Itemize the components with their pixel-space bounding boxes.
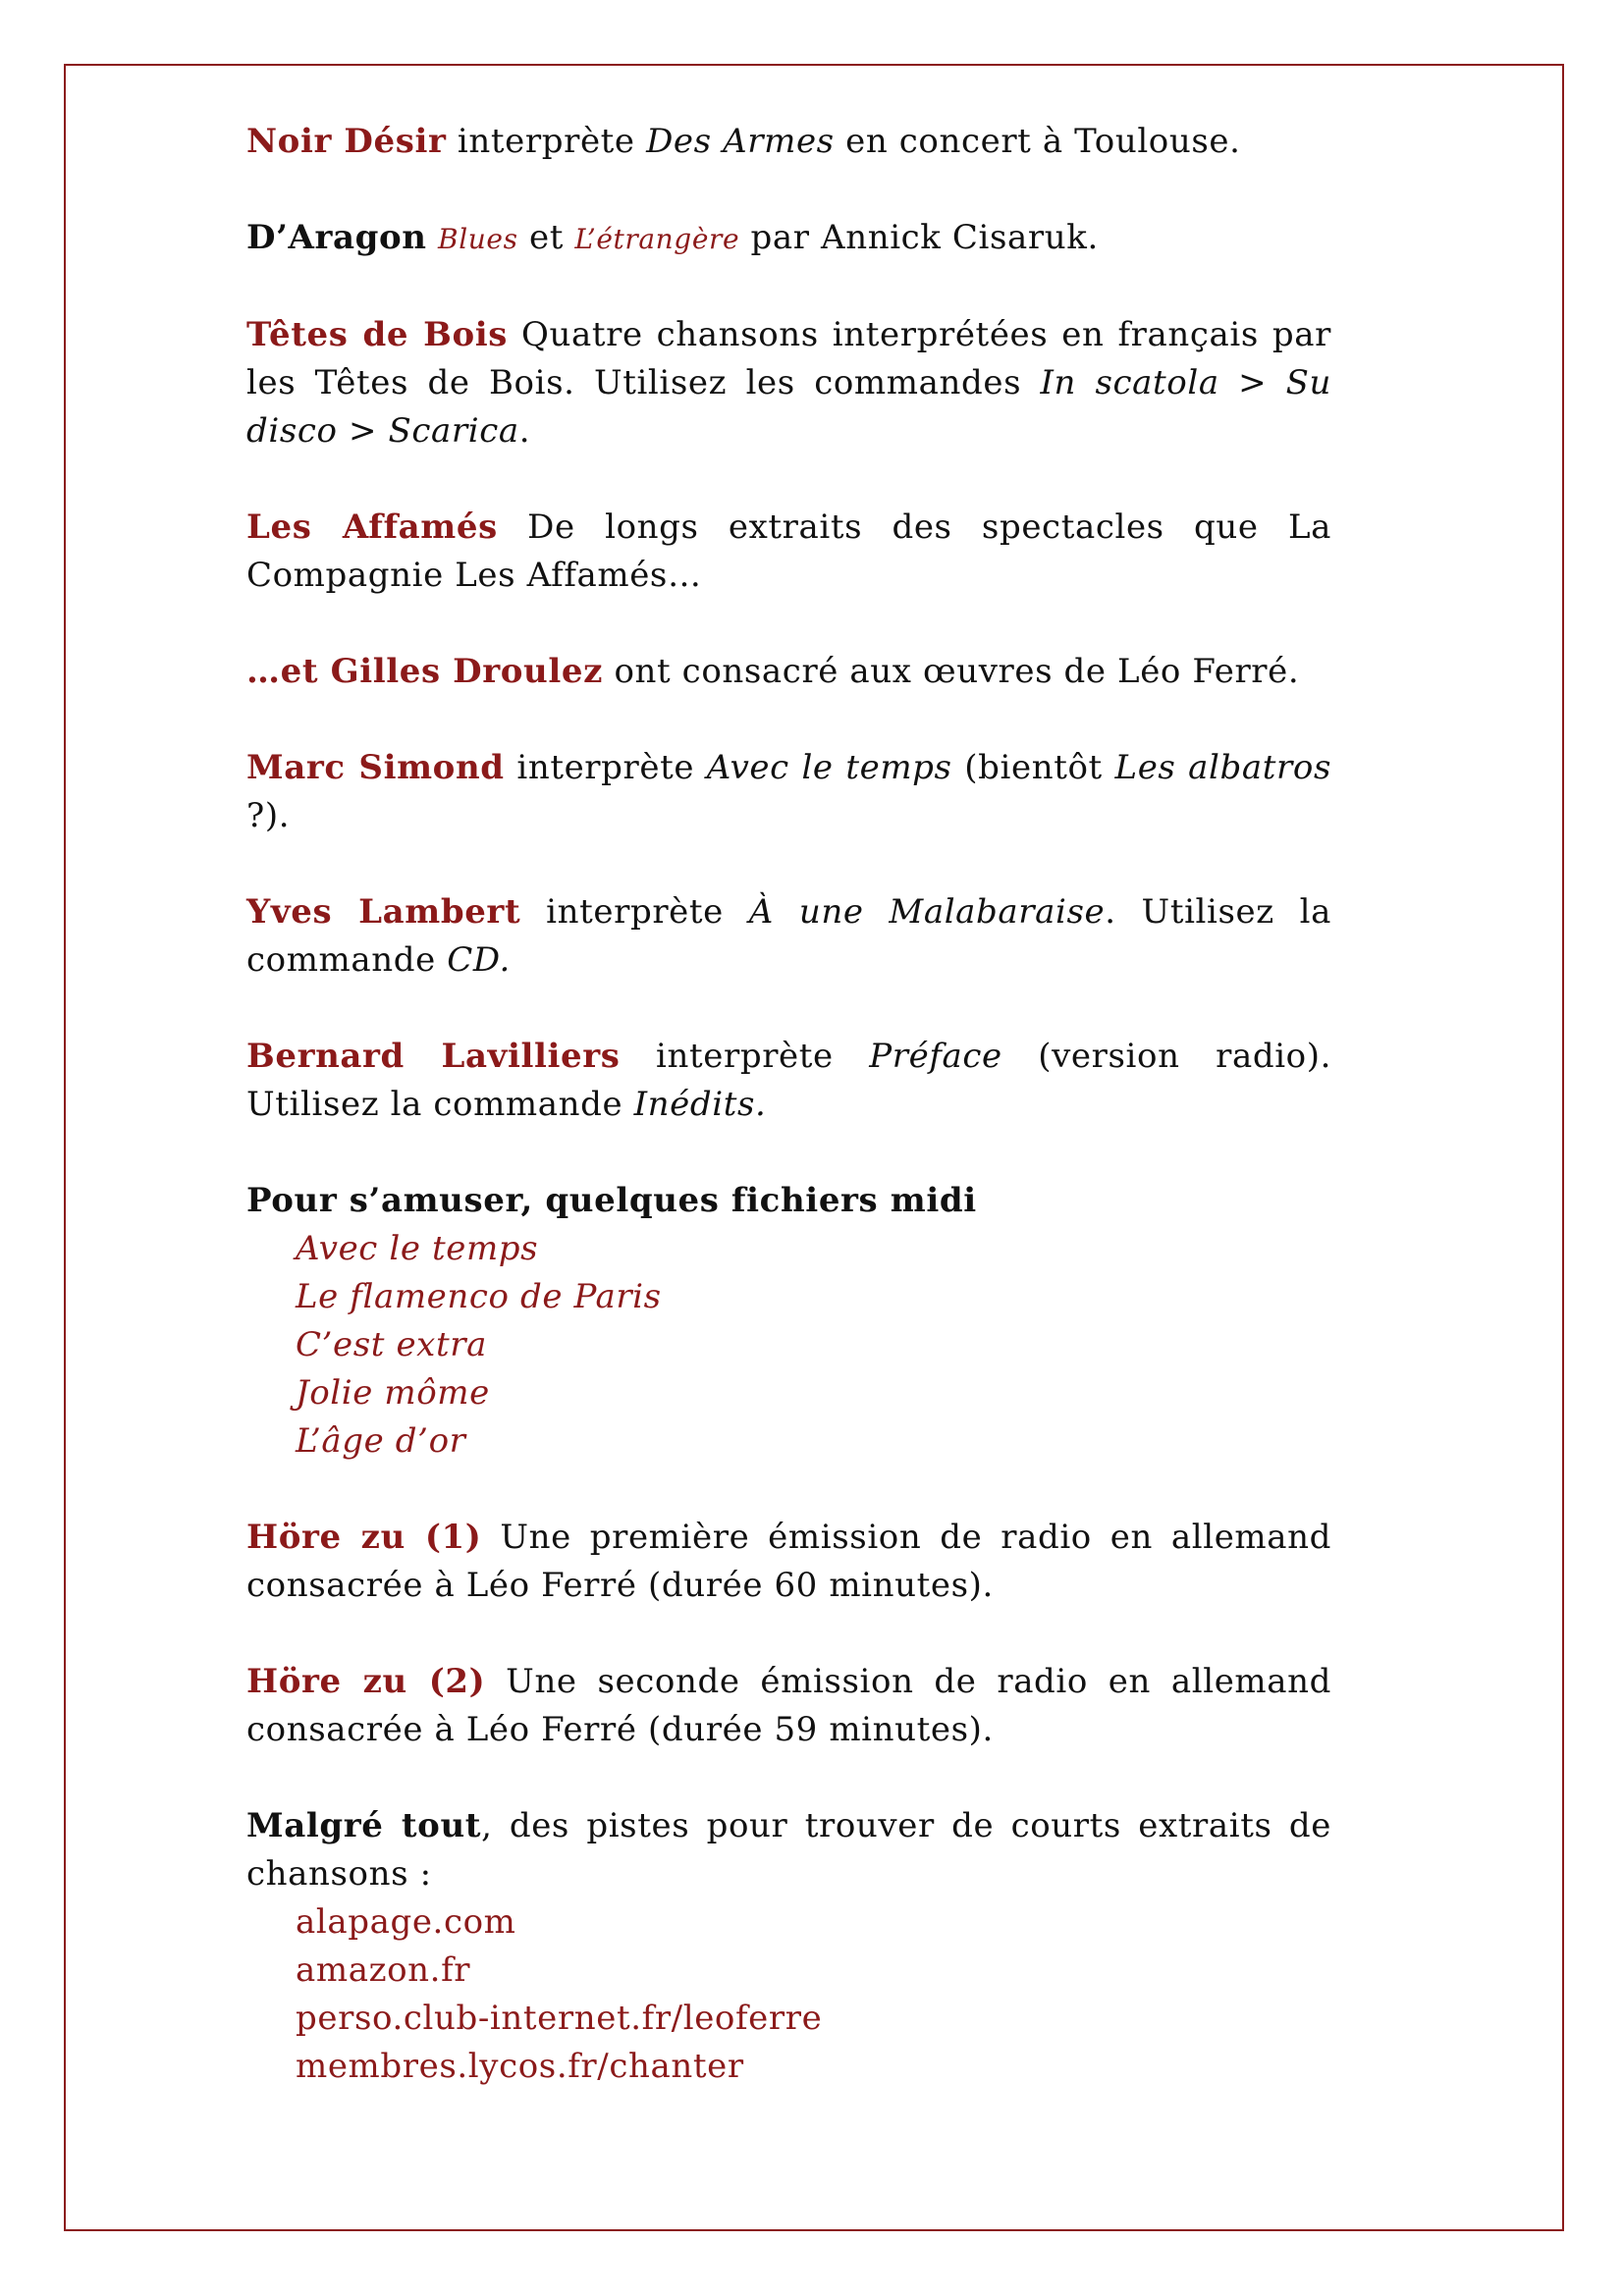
entry-text: Une première émission de radio en allemand consacrée à Léo Ferré (durée 60 minutes). [246, 1518, 1331, 1605]
entry-aragon [246, 214, 1331, 263]
entry-yves-lambert [246, 888, 1331, 985]
entry-droulez [246, 648, 1331, 696]
entry-text: interprète [504, 748, 707, 787]
song-title: Avec le temps [706, 748, 952, 787]
entry-text: Une seconde émission de radio en allemand consacrée à Léo Ferré (durée 59 minutes). [246, 1662, 1331, 1749]
entry-text: interprète [620, 1037, 870, 1076]
gilles-droulez-link[interactable]: …et Gilles Droulez [246, 652, 604, 691]
midi-list [246, 1225, 1331, 1466]
song-title: Des Armes [646, 122, 835, 161]
entry-text: interprète [520, 892, 749, 932]
malgre-tout-label: Malgré tout [246, 1806, 482, 1845]
entry-text: ont consacré aux œuvres de Léo Ferré. [603, 652, 1300, 691]
links-list [246, 1898, 1331, 2091]
entry-text [427, 218, 438, 257]
hore-zu-1-link[interactable]: Höre zu (1) [246, 1518, 482, 1557]
page-content [246, 118, 1331, 2139]
aragon-label: D’Aragon [246, 218, 427, 257]
command-text: CD. [447, 940, 511, 980]
noir-desir-link[interactable]: Noir Désir [246, 122, 447, 161]
command-text: Inédits. [633, 1085, 767, 1124]
les-affames-link[interactable]: Les Affamés [246, 507, 498, 547]
midi-item[interactable]: Le flamenco de Paris [296, 1277, 662, 1316]
entry-marc-simond [246, 744, 1331, 840]
yves-lambert-link[interactable]: Yves Lambert [246, 892, 521, 932]
entry-text: ?). [246, 796, 291, 835]
link-item[interactable]: membres.lycos.fr/chanter [296, 2047, 744, 2086]
entry-text: (bientôt [951, 748, 1115, 787]
midi-item[interactable]: C’est extra [296, 1325, 487, 1364]
entry-noir-desir [246, 118, 1331, 166]
song-title: Les albatros [1114, 748, 1331, 787]
entry-text: . [518, 411, 531, 451]
tetes-de-bois-link[interactable]: Têtes de Bois [246, 315, 509, 354]
entry-text: en concert à Toulouse. [834, 122, 1241, 161]
bernard-lavilliers-link[interactable]: Bernard Lavilliers [246, 1037, 621, 1076]
entry-text: . Utilisez la commande [246, 892, 1332, 980]
song-title: À une Malabaraise [748, 892, 1106, 932]
blues-link[interactable]: Blues [438, 223, 518, 255]
entry-lavilliers [246, 1033, 1331, 1129]
link-item[interactable]: amazon.fr [296, 1950, 471, 1990]
entry-text: et [517, 218, 575, 257]
entry-text: interprète [446, 122, 647, 161]
midi-heading: Pour s’amuser, quelques fichiers midi [246, 1181, 977, 1220]
link-item[interactable]: alapage.com [296, 1902, 516, 1942]
hore-zu-2-link[interactable]: Höre zu (2) [246, 1662, 486, 1701]
entry-text: (version radio). Utilisez la commande [246, 1037, 1332, 1124]
entry-text: De longs extraits des spectacles que La Compagnie Les Affamés… [246, 507, 1332, 595]
song-title: Préface [869, 1037, 1002, 1076]
midi-item[interactable]: L’âge d’or [296, 1421, 466, 1461]
entry-hore-zu-2 [246, 1658, 1331, 1754]
entry-hore-zu-1 [246, 1514, 1331, 1610]
midi-item[interactable]: Jolie môme [296, 1373, 490, 1413]
entry-text: , des pistes pour trouver de courts extraits de chansons : [246, 1806, 1331, 1894]
midi-item[interactable]: Avec le temps [296, 1229, 539, 1268]
link-item[interactable]: perso.club-internet.fr/leoferre [296, 1999, 823, 2038]
command-text: In scatola > Su disco > Scarica [246, 363, 1332, 451]
entry-tetes-de-bois [246, 311, 1331, 455]
etrangere-link[interactable]: L’étrangère [574, 223, 740, 255]
entry-malgre-tout [246, 1802, 1331, 1898]
entry-affames [246, 504, 1331, 600]
entry-text: par Annick Cisaruk. [739, 218, 1099, 257]
marc-simond-link[interactable]: Marc Simond [246, 748, 505, 787]
entry-text: Quatre chansons interprétées en français par les Têtes de Bois. Utilisez les commandes [246, 315, 1332, 402]
